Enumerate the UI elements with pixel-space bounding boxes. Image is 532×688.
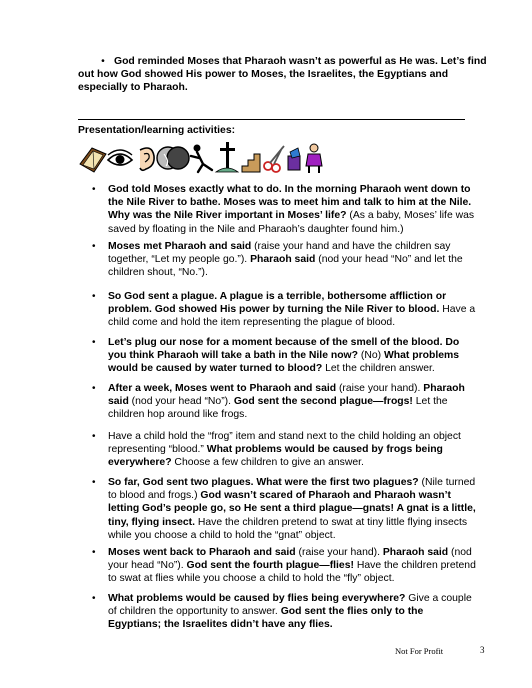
plain-text: (raise your hand). bbox=[336, 383, 424, 394]
activity-paragraph bbox=[108, 476, 478, 542]
bold-text: Pharaoh said bbox=[382, 547, 449, 558]
activity-paragraph bbox=[108, 240, 478, 280]
activity-paragraph bbox=[108, 290, 478, 330]
bold-text: So far, God sent two plagues. What were the first two plagues? bbox=[108, 477, 419, 488]
bullet-dot: • bbox=[92, 593, 96, 604]
bold-text: What problems would be caused by water turned to blood? bbox=[108, 350, 460, 375]
footer-note: Not For Profit bbox=[395, 646, 444, 656]
plain-text: (No) bbox=[357, 350, 384, 362]
bullet-dot: • bbox=[101, 56, 105, 67]
plain-text: (raise your hand and have the children say together, “Let my people go.”). bbox=[108, 241, 451, 266]
activity-paragraph bbox=[108, 546, 478, 586]
bullet-dot: • bbox=[92, 477, 96, 488]
heads-icon bbox=[157, 147, 189, 169]
intro-text: God reminded Moses that Pharaoh wasn’t as powerful as He was. Let’s find out how God showed His power to Moses, the Israelites, the Egyptians and especially to Pharaoh. bbox=[78, 56, 487, 94]
bold-text: God sent the flies only to the Egyptians; the Israelites didn’t have any flies. bbox=[108, 606, 424, 631]
bullet-dot: • bbox=[92, 547, 96, 558]
plain-text: Choose a few children to give an answer. bbox=[171, 457, 364, 469]
plain-text: (As a baby, Moses’ life was saved by floating in the Nile and Pharaoh’s daughter found him.) bbox=[108, 210, 475, 235]
activity-paragraph bbox=[108, 336, 478, 376]
eye-icon bbox=[108, 150, 132, 165]
bold-text: After a week, Moses went to Pharaoh and said bbox=[108, 383, 337, 394]
ear-icon bbox=[140, 148, 154, 170]
bullet-dot: • bbox=[92, 383, 96, 394]
bold-text: Pharaoh said bbox=[250, 254, 316, 266]
stairs-icon bbox=[242, 154, 260, 172]
bold-text: God sent the second plague—frogs! bbox=[233, 396, 413, 408]
plain-text: (Nile turned to blood and frogs.) bbox=[108, 477, 476, 502]
bold-text: So God sent a plague. A plague is a terrible, bothersome affliction or problem. God showed His power by turning the Nile River to blood. bbox=[108, 291, 447, 316]
section-title: Presentation/learning activities: bbox=[78, 119, 465, 137]
bold-text: Let’s plug our nose for a moment because of the smell of the blood. Do you think Pharaoh will take a bath in the Nile now? bbox=[108, 337, 460, 362]
bold-text: What problems would be caused by frogs being everywhere? bbox=[108, 444, 443, 469]
bold-text: What problems would be caused by flies being everywhere? bbox=[108, 593, 406, 604]
activity-paragraph bbox=[108, 430, 478, 470]
plain-text: Have the children pretend to swat at tiny little flying insects while you choose a child to hold the “gnat” object. bbox=[108, 516, 468, 541]
plain-text: Let the children hop around like frogs. bbox=[108, 396, 448, 421]
craft-icon bbox=[288, 148, 300, 170]
bold-text: God wasn’t scared of Pharaoh and Pharaoh wasn’t letting God’s people go, so He sent a third plague—gnats! A gnat is a little, tiny, flying insect. bbox=[108, 490, 476, 528]
page-number: 3 bbox=[480, 645, 485, 655]
scissors-icon bbox=[264, 146, 284, 172]
plain-text: Have the children pretend to swat at flies while you choose a child to hold the “fly” object. bbox=[108, 560, 476, 585]
cross-icon bbox=[216, 142, 238, 172]
plain-text: Let the children answer. bbox=[322, 363, 435, 375]
bold-text: Pharaoh said bbox=[108, 383, 465, 408]
activity-icons bbox=[78, 136, 328, 176]
bullet-dot: • bbox=[92, 337, 96, 348]
child-icon bbox=[306, 144, 322, 173]
bold-text: God told Moses exactly what to do. In the morning Pharaoh went down to the Nile River to bathe. Moses was to meet him and talk to him at the Nile. Why was the Nile River important in Moses’ life? bbox=[108, 184, 472, 222]
bullet-dot: • bbox=[92, 241, 96, 252]
plain-text: (nod your head “No”). bbox=[108, 547, 472, 572]
bold-text: God sent the fourth plague—flies! bbox=[186, 560, 354, 572]
bold-text: Moses met Pharaoh and said bbox=[108, 241, 252, 252]
intro-paragraph bbox=[78, 55, 488, 95]
bullet-dot: • bbox=[92, 431, 96, 442]
activity-paragraph bbox=[108, 183, 478, 236]
bold-text: Moses went back to Pharaoh and said bbox=[108, 547, 296, 558]
activity-paragraph bbox=[108, 382, 478, 422]
activity-paragraph bbox=[108, 592, 478, 632]
plain-text: Have a child hold the “frog” item and stand next to the child holding an object representing “blood.” bbox=[108, 431, 461, 456]
plain-text: (nod your head “No”). bbox=[128, 396, 234, 408]
book-icon bbox=[80, 148, 106, 172]
bullet-dot: • bbox=[92, 184, 96, 195]
plain-text: Give a couple of children the opportunity to answer. bbox=[108, 593, 472, 618]
stretching-person-icon bbox=[191, 145, 212, 173]
plain-text: (raise your hand). bbox=[295, 547, 383, 558]
bullet-dot: • bbox=[92, 291, 96, 302]
plain-text: Have a child come and hold the item representing the plague of blood. bbox=[108, 304, 476, 329]
plain-text: (nod your head “No” and let the children shout, “No.”). bbox=[108, 254, 463, 279]
